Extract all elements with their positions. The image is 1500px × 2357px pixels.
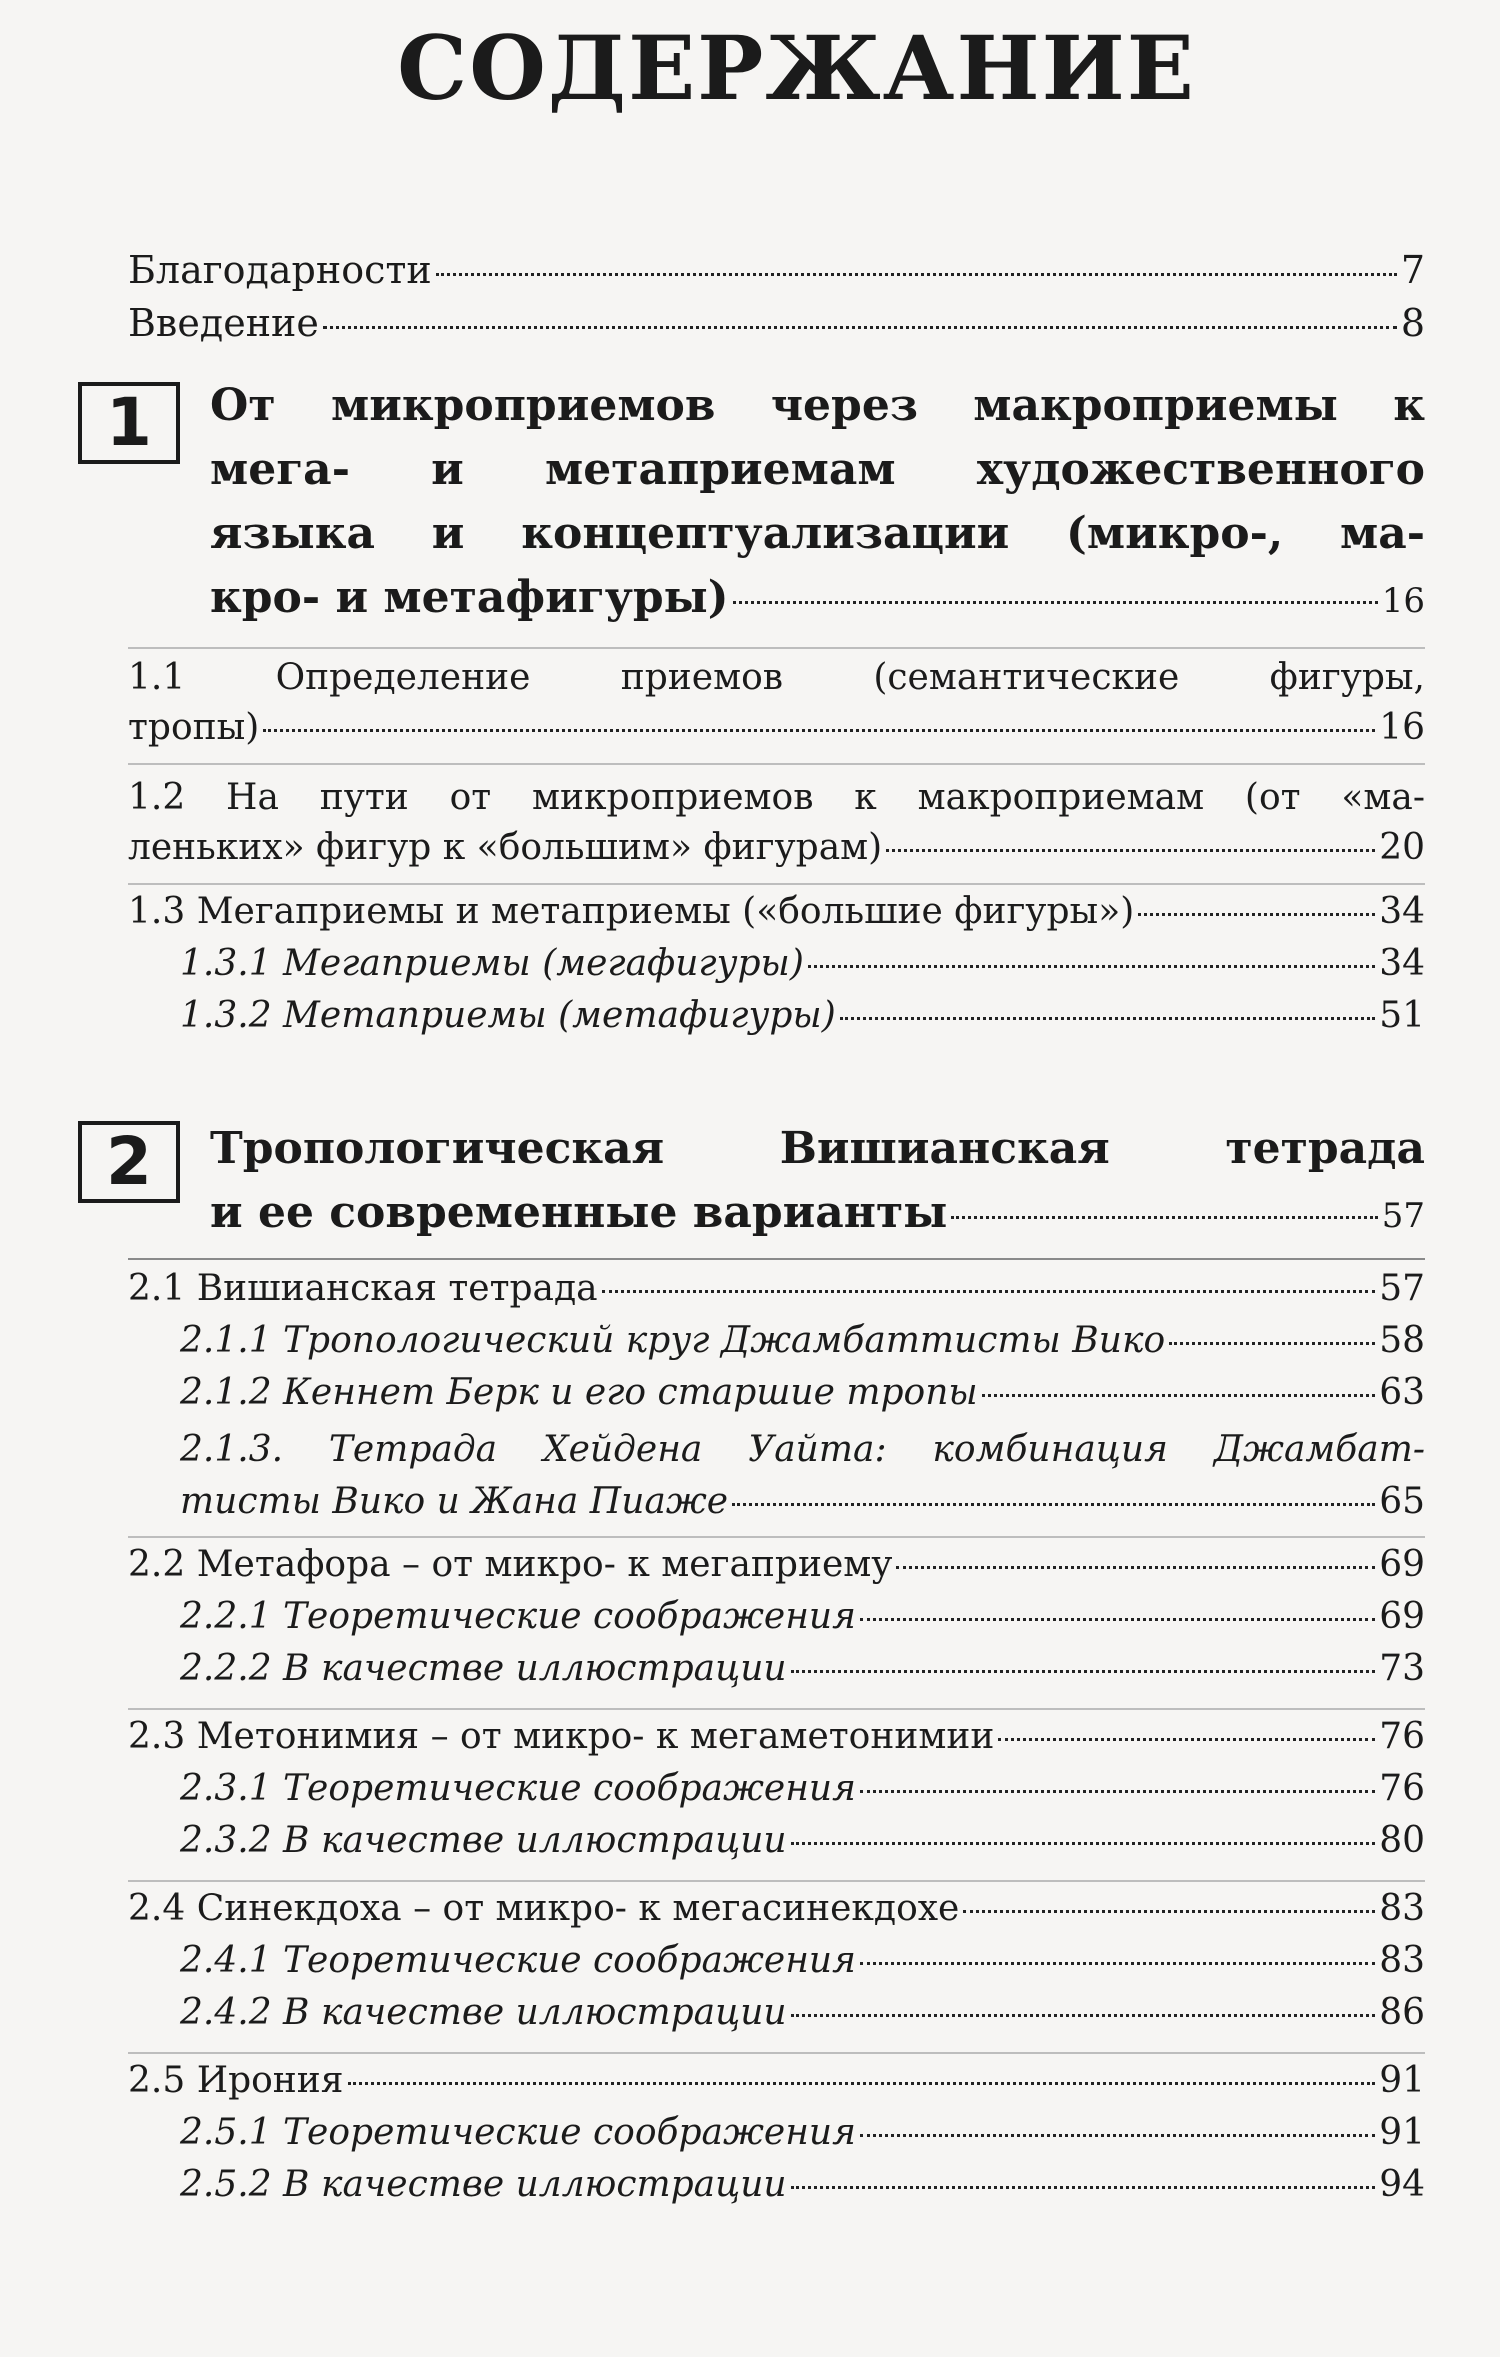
toc-section-2-4[interactable] [128,1882,1425,1940]
dot-leader [860,1618,1375,1621]
dot-leader [1169,1342,1375,1345]
toc-section-2-1[interactable] [128,1260,1425,1320]
toc-subsection-2-5-1[interactable] [128,2112,1425,2164]
dot-leader [886,849,1375,852]
dot-leader [896,1566,1375,1569]
dot-leader [998,1738,1375,1741]
dot-leader [860,2134,1375,2137]
section-label: 1.3 Мегаприемы и метаприемы («большие фигуры») [128,891,1135,932]
subsection-label: 1.3.1 Мегаприемы (мегафигуры) [180,943,804,984]
section-label-line: леньких» фигур к «большим» фигурам) [128,827,883,868]
section-label-line: 1.1 Определение приемов (семантические фигуры, [128,657,1425,698]
dot-leader [791,2014,1376,2017]
subsection-page: 63 [1379,1372,1425,1413]
section-page: 20 [1379,827,1425,868]
toc-subsection-2-2-1[interactable] [128,1596,1425,1648]
subsection-label: 1.3.2 Метаприемы (метафигуры) [180,995,836,1036]
toc-subsection-2-4-1[interactable] [128,1940,1425,1992]
entry-label: Введение [128,301,319,345]
dot-leader [791,1842,1376,1845]
dot-leader [1138,913,1375,916]
chapter-2 [106,1117,1425,1248]
section-label-line: 1.2 На пути от микроприемов к макроприемам (от «ма- [128,777,1425,818]
dot-leader [602,1290,1376,1293]
toc-subsection-1-3-2[interactable] [128,995,1425,1047]
toc-subsection-2-1-3[interactable] [128,1424,1425,1528]
page-title: СОДЕРЖАНИЕ [397,16,1196,120]
section-label: 2.1 Вишианская тетрада [128,1268,598,1309]
toc-section-2-5[interactable] [128,2054,1425,2112]
subsection-label-line: 2.1.3. Тетрада Хейдена Уайта: комбинация Джамбат- [180,1429,1425,1470]
subsection-page: 34 [1379,943,1425,984]
entry-page: 8 [1400,301,1425,345]
toc-subsection-1-3-1[interactable] [128,943,1425,995]
subsection-label: 2.2.2 В качестве иллюстрации [180,1648,787,1689]
dot-leader [840,1017,1375,1020]
chapter-title-line: мега- и метаприемам художественного [210,444,1425,495]
toc-section-1-3[interactable] [128,885,1425,943]
subsection-label: 2.5.2 В качестве иллюстрации [180,2164,787,2205]
subsection-page: 73 [1379,1648,1425,1689]
subsection-label: 2.4.2 В качестве иллюстрации [180,1992,787,2033]
chapter-number-box: 1 [78,382,180,464]
dot-leader [263,729,1375,732]
toc-subsection-2-5-2[interactable] [128,2164,1425,2216]
subsection-page: 69 [1379,1596,1425,1637]
toc-entry-acknowledgements[interactable] [128,248,1425,301]
chapter-number-box: 2 [78,1121,180,1203]
subsection-label: 2.3.2 В качестве иллюстрации [180,1820,787,1861]
subsection-page: 65 [1379,1481,1425,1522]
dot-leader [860,1790,1375,1793]
chapter-title-line: От микроприемов через макроприемы к [210,380,1425,431]
subsection-label: 2.3.1 Теоретические соображения [180,1768,856,1809]
toc-section-1-2[interactable] [128,765,1425,873]
section-page: 16 [1379,707,1425,748]
subsection-page: 51 [1379,995,1425,1036]
subsection-page: 83 [1379,1940,1425,1981]
toc-subsection-2-3-2[interactable] [128,1820,1425,1872]
toc-subsection-2-4-2[interactable] [128,1992,1425,2044]
entry-page: 7 [1400,248,1425,292]
entry-label: Благодарности [128,248,432,292]
section-label: 2.2 Метафора – от микро- к мегаприему [128,1544,893,1585]
chapter-title-line: языка и концептуализации (микро-, ма- [210,508,1425,559]
dot-leader [963,1910,1375,1913]
section-page: 34 [1379,891,1425,932]
section-label: 2.3 Метонимия – от микро- к мегаметонимии [128,1716,995,1757]
subsection-label: 2.1.1 Тропологический круг Джамбаттисты Вико [180,1320,1166,1361]
dot-leader [733,601,1378,604]
dot-leader [808,965,1375,968]
section-page: 57 [1379,1268,1425,1309]
front-matter [128,248,1425,354]
section-page: 69 [1379,1544,1425,1585]
toc-section-1-1[interactable] [128,649,1425,753]
chapter-page: 57 [1381,1196,1425,1236]
dot-leader [791,1670,1376,1673]
section-page: 76 [1379,1716,1425,1757]
section-page: 91 [1379,2060,1425,2101]
subsection-label-line: тисты Вико и Жана Пиаже [180,1481,729,1522]
toc-subsection-2-3-1[interactable] [128,1768,1425,1820]
subsection-label: 2.1.2 Кеннет Берк и его старшие тропы [180,1372,978,1413]
chapter-title-last-line [210,1181,1425,1248]
chapter-title-last-line [210,566,1425,633]
section-label-line: тропы) [128,707,260,748]
dot-leader [436,273,1397,276]
chapter-title-line: и ее современные варианты [210,1187,948,1238]
toc-subsection-2-2-2[interactable] [128,1648,1425,1700]
dot-leader [791,2186,1376,2189]
subsection-page: 76 [1379,1768,1425,1809]
subsection-label: 2.2.1 Теоретические соображения [180,1596,856,1637]
dot-leader [860,1962,1375,1965]
dot-leader [348,2082,1376,2085]
chapter-title-line: кро- и метафигуры) [210,572,729,623]
toc-subsection-2-1-1[interactable] [128,1320,1425,1372]
subsection-label: 2.4.1 Теоретические соображения [180,1940,856,1981]
dot-leader [732,1503,1375,1506]
dot-leader [323,326,1397,329]
dot-leader [982,1394,1375,1397]
subsection-page: 86 [1379,1992,1425,2033]
toc-section-2-3[interactable] [128,1710,1425,1768]
section-label: 2.5 Ирония [128,2060,344,2101]
toc-section-2-2[interactable] [128,1538,1425,1596]
toc-entry-introduction[interactable] [128,301,1425,354]
subsection-page: 91 [1379,2112,1425,2153]
dot-leader [951,1216,1377,1219]
section-page: 83 [1379,1888,1425,1929]
chapter-title[interactable] [210,374,1425,633]
subsection-page: 80 [1379,1820,1425,1861]
subsection-page: 94 [1379,2164,1425,2205]
chapter-title[interactable] [210,1117,1425,1248]
subsection-label: 2.5.1 Теоретические соображения [180,2112,856,2153]
chapter-title-line: Тропологическая Вишианская тетрада [210,1123,1425,1174]
toc-subsection-2-1-2[interactable] [128,1372,1425,1424]
subsection-page: 58 [1379,1320,1425,1361]
section-label: 2.4 Синекдоха – от микро- к мегасинекдохе [128,1888,960,1929]
chapter-1 [106,374,1425,633]
chapter-page: 16 [1381,581,1425,621]
